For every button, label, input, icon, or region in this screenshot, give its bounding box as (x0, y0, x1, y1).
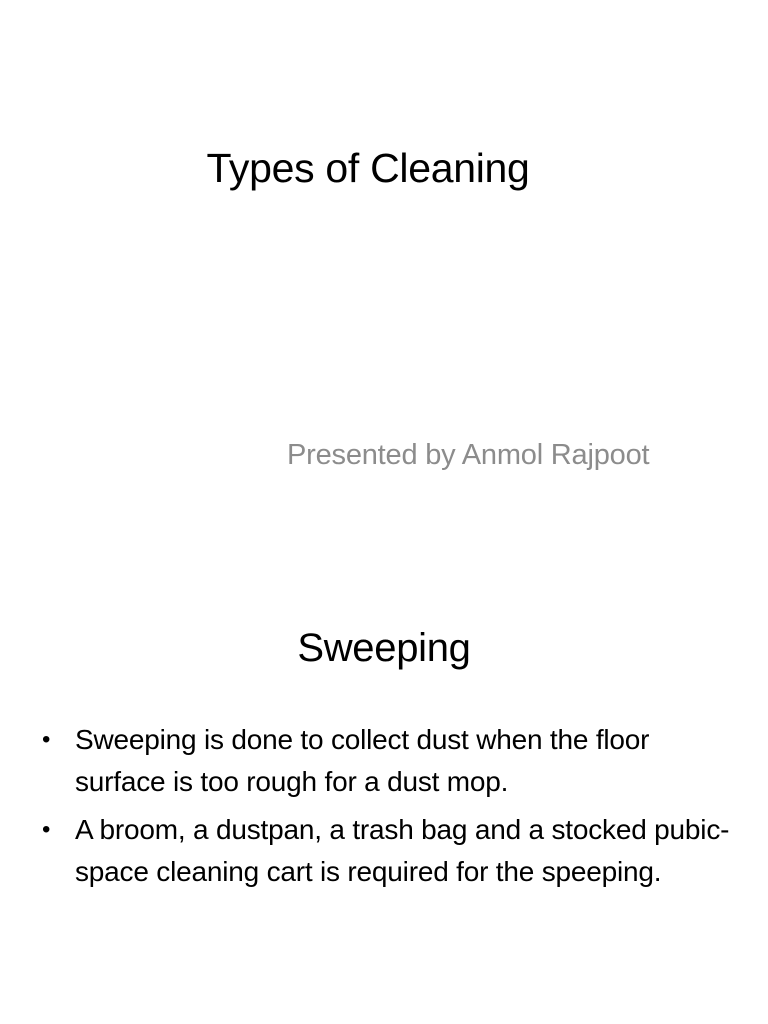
bullet-icon: • (42, 726, 51, 753)
bullet-item (42, 809, 732, 893)
slide-sweeping (0, 576, 768, 1024)
slide-heading: Sweeping (297, 626, 471, 670)
presenter-subtitle: Presented by Anmol Rajpoot (287, 439, 650, 471)
bullet-icon: • (42, 816, 51, 843)
bullet-item (42, 719, 732, 803)
presentation-title: Types of Cleaning (206, 145, 530, 191)
bullet-text: A broom, a dustpan, a trash bag and a stocked pubic-space cleaning cart is required for the speeping. (75, 814, 730, 887)
bullet-list (42, 719, 732, 899)
bullet-text: Sweeping is done to collect dust when the floor surface is too rough for a dust mop. (75, 724, 650, 797)
